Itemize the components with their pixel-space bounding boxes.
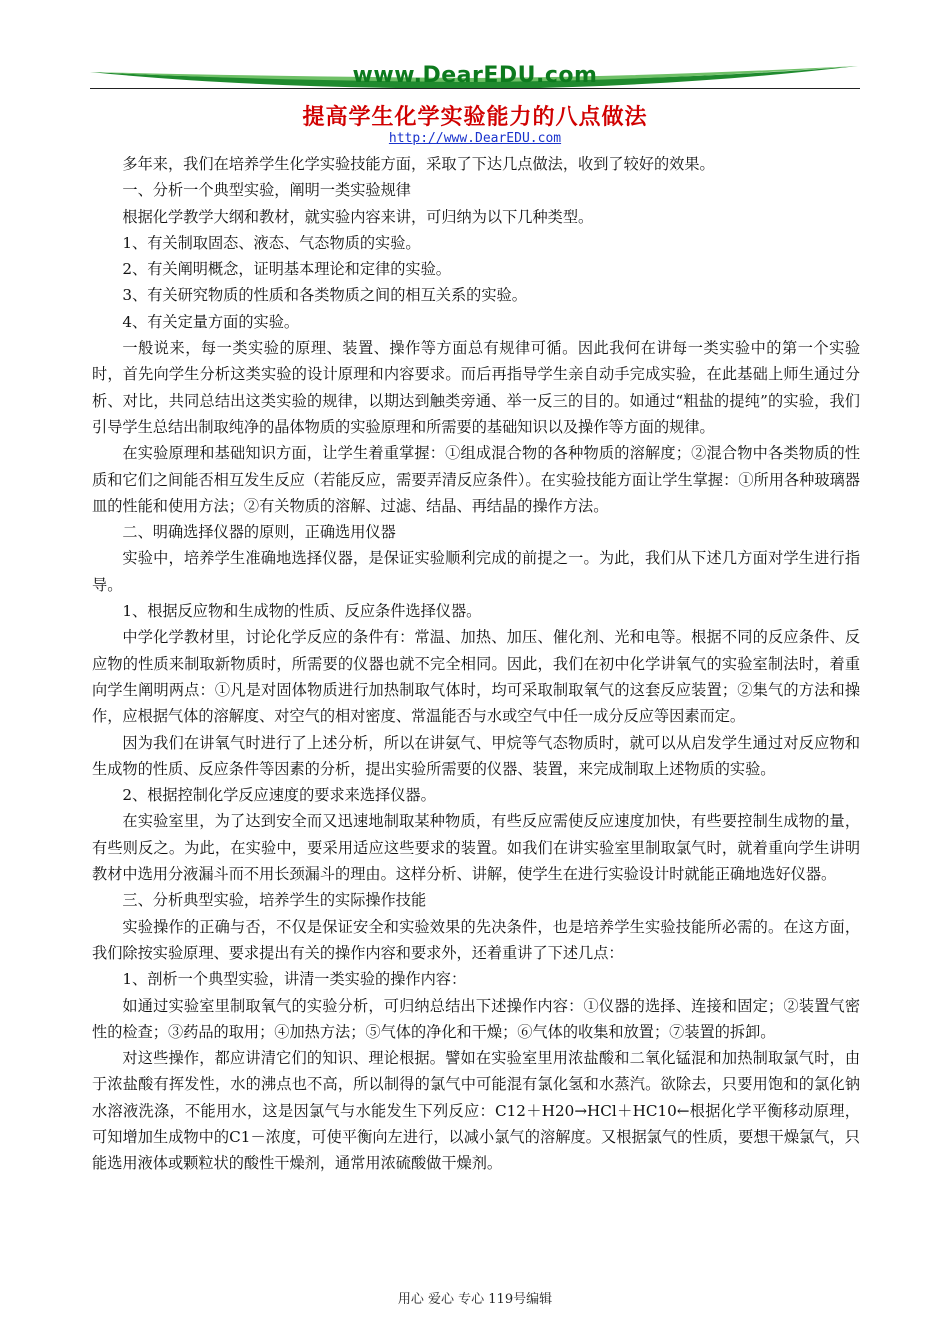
paragraph: 实验中，培养学生准确地选择仪器，是保证实验顺利完成的前提之一。为此，我们从下述几方面对学生进行指导。 [92, 549, 860, 594]
paragraph: 因为我们在讲氧气时进行了上述分析，所以在讲氨气、甲烷等气态物质时，就可以从启发学生通过对反应物和生成物的性质、反应条件等因素的分析，提出实验所需要的仪器、装置，来完成制取上述物质的实验。 [92, 733, 860, 778]
paragraph: 实验操作的正确与否，不仅是保证安全和实验效果的先决条件，也是培养学生实验技能所必需的。在这方面，我们除按实验原理、要求提出有关的操作内容和要求外，还着重讲了下述几点： [92, 917, 860, 962]
article-body [92, 151, 860, 1177]
paragraph: 在实验室里，为了达到安全而又迅速地制取某种物质，有些反应需使反应速度加快，有些要控制生成物的量，有些则反之。为此，在实验中，要采用适应这些要求的装置。如我们在讲实验室里制取氯气时，就着重向学生讲明教材中选用分液漏斗而不用长颈漏斗的理由。这样分析、讲解，使学生在进行实验设计时就能正确地选好仪器。 [92, 812, 860, 884]
paragraph: 中学化学教材里，讨论化学反应的条件有：常温、加热、加压、催化剂、光和电等。根据不同的反应条件、反应物的性质来制取新物质时，所需要的仪器也就不完全相同。因此，我们在初中化学讲氧气的实验室制法时，着重向学生阐明两点：①凡是对固体物质进行加热制取气体时，均可采取制取氧气的这套反应装置；②集气的方法和操作，应根据气体的溶解度、对空气的相对密度、常温能否与水或空气中任一成分反应等因素而定。 [92, 628, 860, 726]
paragraph: 在实验原理和基础知识方面，让学生着重掌握：①组成混合物的各种物质的溶解度；②混合物中各类物质的性质和它们之间能否相互发生反应（若能反应，需要弄清反应条件）。在实验技能方面让学生掌握：①所用各种玻璃器皿的性能和使用方法；②有关物质的溶解、过滤、结晶、再结晶的操作方法。 [92, 444, 860, 515]
section-heading: 三、分析典型实验，培养学生的实际操作技能 [122, 891, 427, 910]
paragraph: 根据化学教学大纲和教材，就实验内容来讲，可归纳为以下几种类型。 [122, 207, 594, 226]
paragraph: 多年来，我们在培养学生化学实验技能方面，采取了下达几点做法，收到了较好的效果。 [122, 155, 715, 173]
header-divider [90, 88, 860, 89]
section-heading: 一、分析一个典型实验，阐明一类实验规律 [122, 181, 411, 200]
list-item: 1、有关制取固态、液态、气态物质的实验。 [122, 233, 421, 252]
document-title: 提高学生化学实验能力的八点做法 [302, 104, 648, 130]
page-footer: 用心 爱心 专心 119号编辑 [397, 1292, 553, 1307]
source-url-link[interactable]: http://www.DearEDU.com [388, 131, 562, 146]
list-item: 4、有关定量方面的实验。 [122, 312, 300, 331]
site-logo[interactable]: www.DearEDU.com [352, 63, 598, 88]
section-heading: 二、明确选择仪器的原则，正确选用仪器 [122, 523, 396, 542]
subsection-heading: 1、根据反应物和生成物的性质、反应条件选择仪器。 [122, 602, 482, 621]
paragraph: 对这些操作，都应讲清它们的知识、理论根据。譬如在实验室里用浓盐酸和二氧化锰混和加热制取氯气时，由于浓盐酸有挥发性，水的沸点也不高，所以制得的氯气中可能混有氯化氢和水蒸汽。欲除去，只要用饱和的氯化钠水溶液洗涤，不能用水，这是因氯气与水能发生下列反应：C12＋H20→HCl＋HC10←根据化学平衡移动原理，可知增加生成物中的C1－浓度，可使平衡向左进行，以减小氯气的溶解度。又根据氯气的性质，要想干燥氯气，只能选用液体或颗粒状的酸性干燥剂，通常用浓硫酸做干燥剂。 [92, 1049, 860, 1173]
paragraph: 一般说来，每一类实验的原理、装置、操作等方面总有规律可循。因此我何在讲每一类实验中的第一个实验时，首先向学生分析这类实验的设计原理和内容要求。而后再指导学生亲自动手完成实验，在此基础上师生通过分析、对比，共同总结出这类实验的规律，以期达到触类旁通、举一反三的目的。如通过“粗盐的提纯”的实验，我们引导学生总结出制取纯净的晶体物质的实验原理和所需要的基础知识以及操作等方面的规律。 [92, 339, 860, 436]
list-item: 3、有关研究物质的性质和各类物质之间的相互关系的实验。 [122, 286, 527, 305]
list-item: 2、有关阐明概念，证明基本理论和定律的实验。 [122, 260, 451, 279]
subsection-heading: 2、根据控制化学反应速度的要求来选择仪器。 [122, 786, 436, 805]
subsection-heading: 1、剖析一个典型实验，讲清一类实验的操作内容： [122, 970, 467, 989]
paragraph: 如通过实验室里制取氧气的实验分析，可归纳总结出下述操作内容：①仪器的选择、连接和固定；②装置气密性的检查；③药品的取用；④加热方法；⑤气体的净化和干燥；⑥气体的收集和放置；⑦装置的拆卸。 [92, 996, 860, 1041]
